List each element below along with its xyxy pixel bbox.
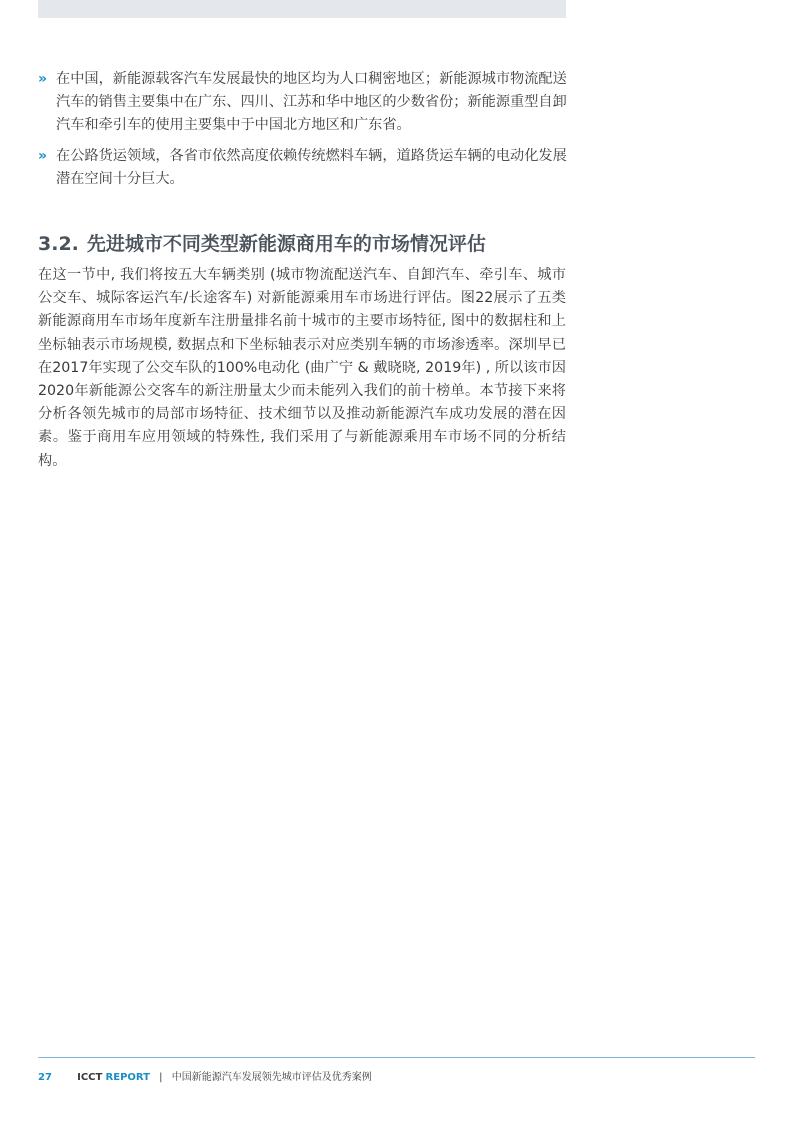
bullet-text: 在公路货运领域，各省市依然高度依赖传统燃料车辆，道路货运车辆的电动化发展潜在空间十分巨大。 [56, 148, 567, 187]
section-number: 3.2. [38, 233, 79, 255]
page-number: 27 [38, 1072, 52, 1083]
bullet-chevron-icon: » [38, 148, 48, 164]
top-shaded-box [38, 0, 566, 18]
page-footer [38, 1071, 372, 1085]
bullet-item [38, 68, 568, 137]
footer-separator: | [159, 1072, 163, 1083]
brand-report-label: REPORT [105, 1072, 150, 1083]
footer-divider [38, 1057, 755, 1058]
bullet-list [38, 68, 568, 199]
body-paragraph: 在这一节中, 我们将按五大车辆类别 (城市物流配送汽车、自卸汽车、牵引车、城市公交车、城际客运汽车/长途客车) 对新能源乘用车市场进行评估。图22展示了五类新能源商用车市场年度新车注册量排名前十城市的主要市场特征, 图中的数据柱和上坐标轴表示市场规模, 数据点和下坐标轴表示对应类别车辆的市场渗透率。深圳早已在2017年实现了公交车队的100%电动化 (曲广宁 & 戴晓晓, 2019年) , 所以该市因2020年新能源公交客车的新注册量太少而未能列入我们的前十榜单。本节接下来将分析各领先城市的局部市场特征、技术细节以及推动新能源汽车成功发展的潜在因素。鉴于商用车应用领域的特殊性, 我们采用了与新能源乘用车市场不同的分析结构。 [38, 267, 566, 469]
section-heading [38, 230, 598, 258]
bullet-chevron-icon: » [38, 71, 48, 87]
document-title: 中国新能源汽车发展领先城市评估及优秀案例 [171, 1072, 372, 1083]
brand-name: ICCT [77, 1072, 103, 1083]
bullet-item [38, 145, 568, 191]
bullet-text: 在中国，新能源载客汽车发展最快的地区均为人口稠密地区；新能源城市物流配送汽车的销售主要集中在广东、四川、江苏和华中地区的少数省份；新能源重型自卸汽车和牵引车的使用主要集中于中国北方地区和广东省。 [56, 71, 567, 133]
section-title: 先进城市不同类型新能源商用车的市场情况评估 [86, 233, 486, 255]
